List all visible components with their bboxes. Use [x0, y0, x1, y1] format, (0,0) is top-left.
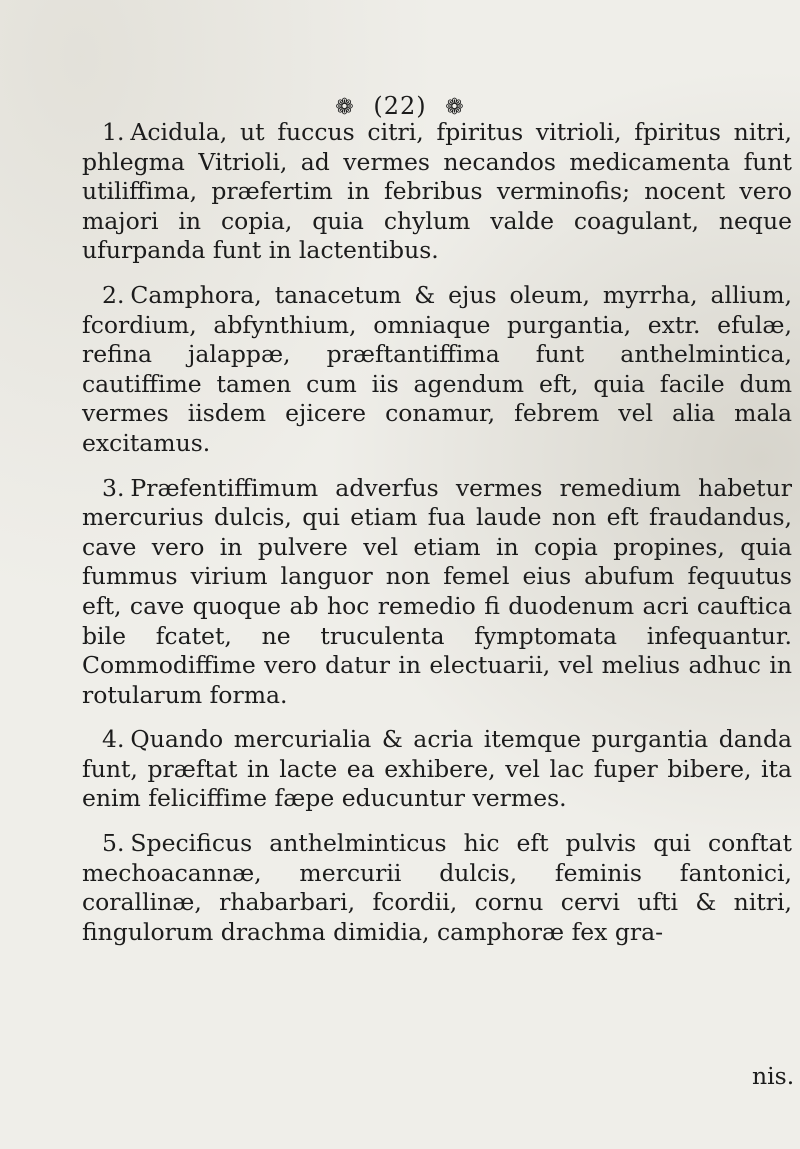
ornament-left-icon: ❁ — [335, 95, 355, 120]
page-number: (22) — [373, 92, 427, 120]
ornament-right-icon: ❁ — [445, 95, 465, 120]
paragraph-number: 1. — [102, 118, 125, 146]
paragraph-number: 2. — [102, 280, 125, 309]
paragraph-1 — [82, 118, 792, 266]
paragraph-number: 5. — [102, 829, 125, 858]
paragraph-text: Quando mercurialia & acria itemque purgantia danda funt, præftat in lacte ea exhibere, vel lac fuper bibere, ita enim feliciffime fæpe educuntur vermes. — [82, 725, 792, 813]
paragraph-2 — [82, 281, 792, 459]
paragraph-text: Specificus anthelminticus hic eft pulvis qui conftat mechoacannæ, mercurii dulcis, feminis fantonici, corallinæ, rhabarbari, fcordii, cornu cervi ufti & nitri, fingulorum drachma dimidia, camphoræ fex gra- — [82, 829, 792, 946]
body-text — [82, 118, 792, 962]
paragraph-3 — [82, 474, 792, 711]
paragraph-text: Acidula, ut fuccus citri, fpiritus vitrioli, fpiritus nitri, phlegma Vitrioli, ad vermes necandos medicamenta funt utiliffima, præfertim in febribus verminofis; nocent vero majori in copia, quia chylum valde coagulant, neque ufurpanda funt in lactentibus. — [82, 118, 792, 265]
paragraph-5 — [82, 829, 792, 947]
catchword: nis. — [752, 1062, 795, 1090]
paragraph-number: 3. — [102, 473, 125, 502]
paragraph-4 — [82, 725, 792, 814]
page-header — [0, 92, 800, 120]
paragraph-text: Camphora, tanacetum & ejus oleum, myrrha, allium, fcordium, abfynthium, omniaque purgantia, extr. efulæ, refina jalappæ, præftantiffima funt anthelmintica, cautiffime tamen cum iis agendum eft, quia facile dum vermes iisdem ejicere conamur, febrem vel alia mala excitamus. — [82, 280, 792, 457]
paragraph-text: Præfentiffimum adverfus vermes remedium habetur mercurius dulcis, qui etiam fua laude non eft fraudandus, cave vero in pulvere vel etiam in copia propines, quia fummus virium languor non femel eius abufum fequutus eft, cave quoque ab hoc remedio fi duodenum acri cauftica bile fcatet, ne truculenta fymptomata infequantur. Commodiffime vero datur in electuarii, vel melius adhuc in rotularum forma. — [82, 473, 792, 709]
paragraph-number: 4. — [102, 725, 125, 754]
